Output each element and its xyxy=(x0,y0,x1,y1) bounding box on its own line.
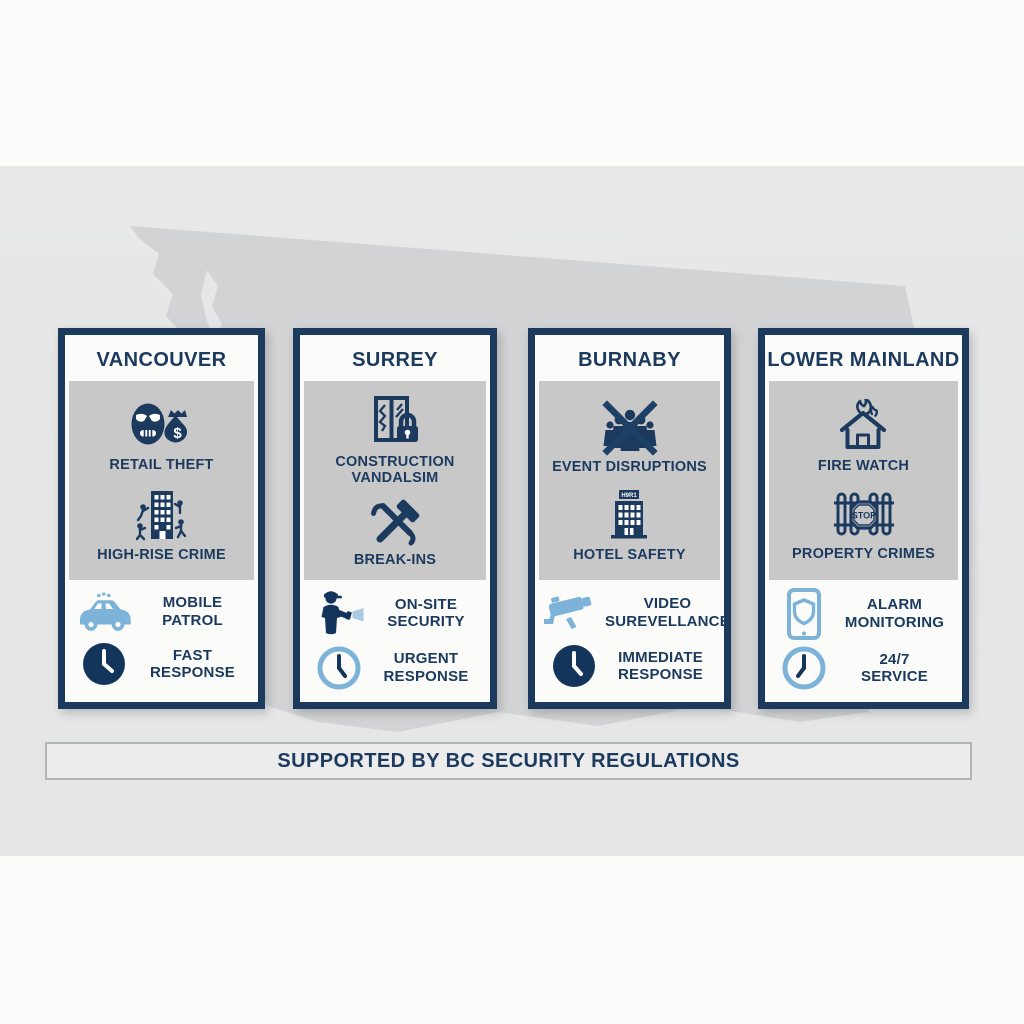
card-title: LOWER MAINLAND xyxy=(767,348,960,371)
high-rise-climbers-icon xyxy=(129,486,193,544)
footer-banner-text: SUPPORTED BY BC SECURITY REGULATIONS xyxy=(277,749,740,772)
threat-label: PROPERTY CRIMES xyxy=(792,546,935,563)
threat-item xyxy=(354,495,436,568)
card-title: VANCOUVER xyxy=(96,348,227,371)
service-item xyxy=(73,591,250,633)
threats-section xyxy=(304,381,486,580)
service-item xyxy=(308,645,482,691)
cctv-camera-icon xyxy=(543,589,605,637)
threat-label: HOTEL SAFETY xyxy=(573,546,686,563)
patrol-car-icon xyxy=(73,591,135,633)
service-label: 24/7 SERVICE xyxy=(861,651,928,686)
security-guard-icon xyxy=(311,587,367,639)
threat-label: HIGH-RISE CRIME xyxy=(97,546,226,563)
card-title: SURREY xyxy=(352,348,438,371)
threat-item xyxy=(97,486,226,563)
service-label: URGENT RESPONSE xyxy=(383,650,469,685)
service-label: IMMEDIATE RESPONSE xyxy=(618,649,703,684)
service-label: VIDEO SUREVELLANCE xyxy=(605,595,730,630)
clock-outline-icon xyxy=(316,645,362,691)
threat-item xyxy=(818,399,909,474)
threat-label: RETAIL THEFT xyxy=(109,456,214,473)
card-title: BURNABY xyxy=(578,348,681,371)
service-label: ALARM MONITORING xyxy=(844,596,945,631)
service-item xyxy=(73,641,250,687)
money-sign: $ xyxy=(173,424,183,442)
threat-label: EVENT DISRUPTIONS xyxy=(552,458,707,475)
threat-item xyxy=(109,398,213,473)
threats-section xyxy=(769,381,958,580)
fence-stop-icon xyxy=(831,487,897,543)
hotel-building-icon xyxy=(601,488,657,544)
broken-window-lock-icon xyxy=(366,393,424,451)
services-section xyxy=(769,580,958,698)
card-burnaby xyxy=(528,328,731,709)
crowd-crossed-icon xyxy=(600,398,660,456)
threat-item xyxy=(552,398,707,475)
hotel-sign-text: H9R1 xyxy=(621,492,638,499)
hammer-crowbar-icon xyxy=(366,495,424,549)
footer-banner xyxy=(45,742,972,780)
service-item xyxy=(773,587,954,641)
services-section xyxy=(69,580,254,698)
service-label: FAST RESPONSE xyxy=(150,647,235,682)
threat-item xyxy=(335,393,454,486)
card-lower-mainland xyxy=(758,328,969,709)
service-item xyxy=(543,643,716,689)
clock-outline-icon xyxy=(781,645,827,691)
threat-label: BREAK-INS xyxy=(353,551,437,568)
phone-shield-icon xyxy=(782,587,826,641)
service-item xyxy=(773,645,954,691)
service-label: ON-SITE SECURITY xyxy=(387,596,465,631)
stop-sign-text: STOP xyxy=(851,510,876,521)
threats-section xyxy=(69,381,254,580)
house-fire-icon xyxy=(833,399,893,455)
clock-solid-icon xyxy=(551,643,597,689)
threat-label: FIRE WATCH xyxy=(817,457,910,474)
services-section xyxy=(539,580,730,698)
threat-item xyxy=(792,487,935,562)
clock-solid-icon xyxy=(81,641,127,687)
burglar-mask-money-icon xyxy=(127,398,195,454)
card-surrey xyxy=(293,328,497,709)
threats-section xyxy=(539,381,720,580)
services-section xyxy=(304,580,486,698)
service-item xyxy=(308,587,482,639)
service-item xyxy=(543,589,730,637)
threat-item xyxy=(573,488,686,563)
service-label: MOBILE PATROL xyxy=(162,594,223,629)
card-vancouver xyxy=(58,328,265,709)
threat-label: CONSTRUCTION VANDALSIM xyxy=(335,454,455,487)
